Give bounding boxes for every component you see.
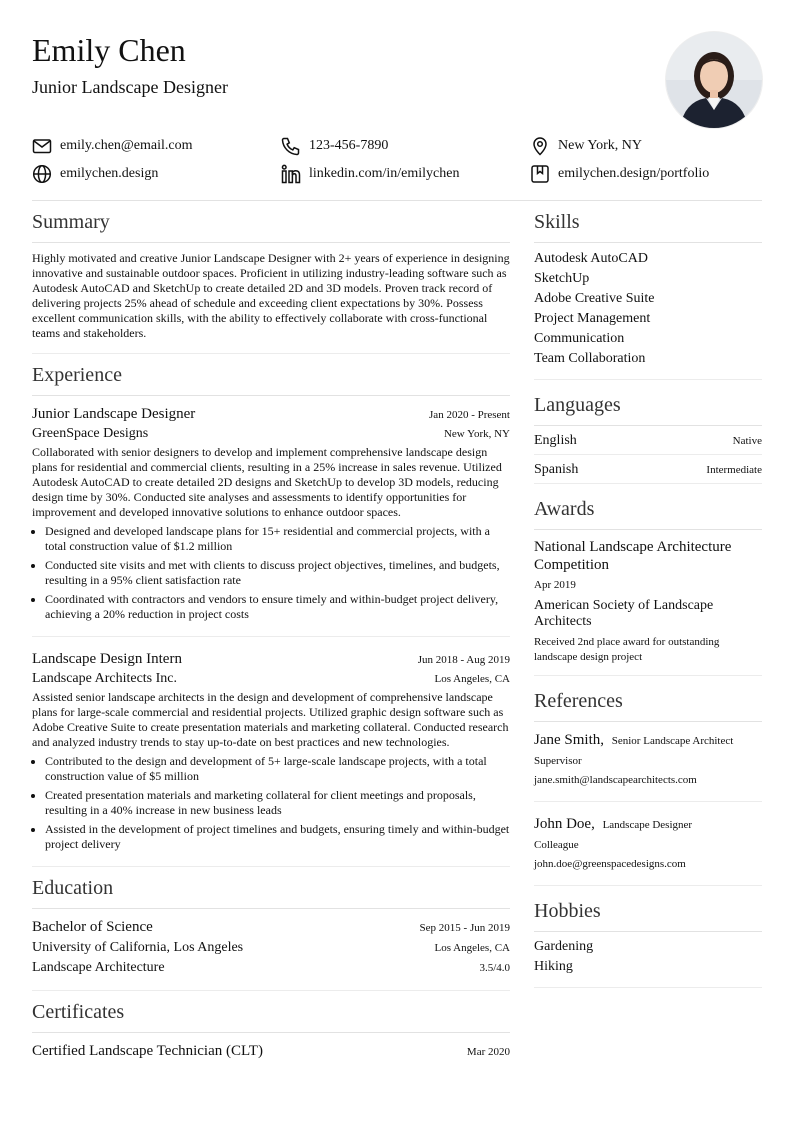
language-name: English [534,433,577,448]
summary-text: Highly motivated and creative Junior Landscape Designer with 2+ years of experience in designing innovative and sustainable outdoor spaces. Proficient in utilizing industry-leading software such as Autodesk AutoCAD and SketchUp to create detailed 2D and 3D models. Proven track record of delivering projects 25% ahead of schedule and exceeding client expectations by 30%. Possess excellent communication skills, with the ability to effectively collaborate with cross-functional teams and stakeholders. [32,251,510,340]
certificates-heading: Certificates [32,999,510,1033]
degree: Bachelor of Science [32,919,153,935]
contact-phone-text: 123-456-7890 [309,138,389,153]
skills-heading: Skills [534,209,762,243]
section-divider [534,987,762,988]
award-issuer: American Society of Landscape Architects [534,598,714,629]
award-date: Apr 2019 [534,579,576,591]
contact-website[interactable] [32,164,158,184]
reference-entry [534,801,762,885]
award-entry [534,530,762,675]
references-heading: References [534,688,762,722]
award-title: National Landscape Architecture Competition [534,539,732,573]
hobby-item: Hiking [534,959,573,974]
education-heading: Education [32,875,510,909]
field-of-study: Landscape Architecture [32,960,165,975]
linkedin-icon [281,164,301,184]
summary-section [32,201,510,354]
certificate-date: Mar 2020 [466,1046,510,1058]
reference-name: Jane Smith, [534,732,604,748]
contact-portfolio-text: emilychen.design/portfolio [558,166,710,181]
job-bullet: • Assisted in the development of project timelines and budgets, ensuring timely and within-budget project delivery [45,822,510,852]
awards-section [534,484,762,676]
job-description: Collaborated with senior designers to develop and implement comprehensive landscape design plans for residential and commercial clients, resulting in a 25% increase in sales revenue. Utilized Autodesk AutoCAD to create detailed 2D designs and SketchUp to develop 3D models, reducing design time by 30%. Conducted site analyses and assessments to identify opportunities for improvement and developed innovative solutions to enhance outdoor spaces. [32,445,502,519]
map-pin-icon [530,136,550,156]
job-entry [32,636,510,866]
skills-section [534,201,762,380]
education-dates: Sep 2015 - Jun 2019 [419,922,510,934]
summary-heading: Summary [32,209,510,243]
skill-item: Communication [534,331,625,346]
profile-photo [666,32,762,128]
job-description: Assisted senior landscape architects in the design and development of comprehensive landscape plans for large-scale commercial and residential projects. Utilized graphic design software such as Adobe Creative Suite to create presentation materials and marketing collateral. Conducted research and analyzed industry trends to stay up-to-date on best practices and new technologies. [32,690,509,749]
job-location: Los Angeles, CA [434,673,510,685]
language-level: Intermediate [706,464,762,476]
reference-email[interactable]: john.doe@greenspacedesigns.com [534,858,686,870]
job-title: Junior Landscape Designer [32,406,196,422]
hobby-item: Gardening [534,939,594,954]
hobbies-section [534,886,762,988]
job-bullets [32,754,510,852]
job-bullet: • Designed and developed landscape plans for 15+ residential and commercial projects, with a total construction value of $1.2 million [45,524,510,554]
certificate-name: Certified Landscape Technician (CLT) [32,1043,263,1059]
reference-relation: Supervisor [534,755,582,767]
job-dates: Jun 2018 - Aug 2019 [417,654,510,666]
certificate-entry [32,1033,510,1061]
job-company: Landscape Architects Inc. [32,671,177,686]
job-bullet: • Coordinated with contractors and vendors to ensure timely and within-budget project delivery, achieving a 20% reduction in project costs [45,592,510,622]
skills-list [534,243,762,379]
contact-location-text: New York, NY [558,138,643,153]
certificates-section [32,991,510,1061]
education-entry [32,909,510,990]
contact-website-text: emilychen.design [60,166,159,181]
reference-name: John Doe, [534,816,595,832]
job-bullets [32,524,510,622]
skill-item: Adobe Creative Suite [534,291,655,306]
job-bullet: • Created presentation materials and marketing collateral for client meetings and proposals, resulting in a 40% increase in new business leads [45,788,510,818]
contact-linkedin-text: linkedin.com/in/emilychen [309,166,460,181]
reference-email[interactable]: jane.smith@landscapearchitects.com [534,774,697,786]
reference-title: Senior Landscape Architect [611,735,734,747]
awards-heading: Awards [534,496,762,530]
mail-icon [32,136,52,156]
experience-heading: Experience [32,362,510,396]
award-description: Received 2nd place award for outstanding landscape design project [534,636,720,663]
job-dates: Jan 2020 - Present [429,409,510,421]
globe-icon [32,164,52,184]
language-level: Native [732,435,762,447]
job-entry [32,396,510,636]
skill-item: Project Management [534,311,651,326]
experience-section [32,354,510,867]
right-column [534,201,762,988]
skill-item: Team Collaboration [534,351,646,366]
job-bullet: • Contributed to the design and development of 5+ large-scale landscape projects, with a total construction value of $5 million [45,754,510,784]
candidate-title: Junior Landscape Designer [32,77,228,97]
job-title: Landscape Design Intern [32,651,182,667]
languages-heading: Languages [534,392,762,426]
resume-page [32,0,762,1123]
reference-title: Landscape Designer [602,819,693,831]
reference-relation: Colleague [534,839,579,851]
reference-entry [534,722,762,801]
left-column [32,201,510,1061]
hobbies-heading: Hobbies [534,898,762,932]
references-section [534,676,762,886]
job-location: New York, NY [443,428,510,440]
contact-portfolio[interactable] [530,164,709,184]
language-item [534,426,762,455]
candidate-name: Emily Chen [32,32,186,68]
phone-icon [281,136,301,156]
contact-email[interactable] [32,136,193,156]
contact-email-text: emily.chen@email.com [60,138,193,153]
education-section [32,867,510,991]
language-item [534,455,762,484]
job-company: GreenSpace Designs [32,426,149,441]
bookmark-icon [530,164,550,184]
skill-item: SketchUp [534,271,590,286]
languages-section [534,380,762,484]
contact-phone[interactable] [281,136,388,156]
education-location: Los Angeles, CA [434,942,510,954]
contact-linkedin[interactable] [281,164,459,184]
job-bullet: • Conducted site visits and met with clients to discuss project objectives, timelines, and budgets, resulting in a 95% client satisfaction rate [45,558,510,588]
school: University of California, Los Angeles [32,940,244,955]
skill-item: Autodesk AutoCAD [534,251,648,266]
contact-location [530,136,642,156]
hobbies-list [534,932,762,987]
language-name: Spanish [534,462,579,477]
gpa: 3.5/4.0 [479,962,510,974]
